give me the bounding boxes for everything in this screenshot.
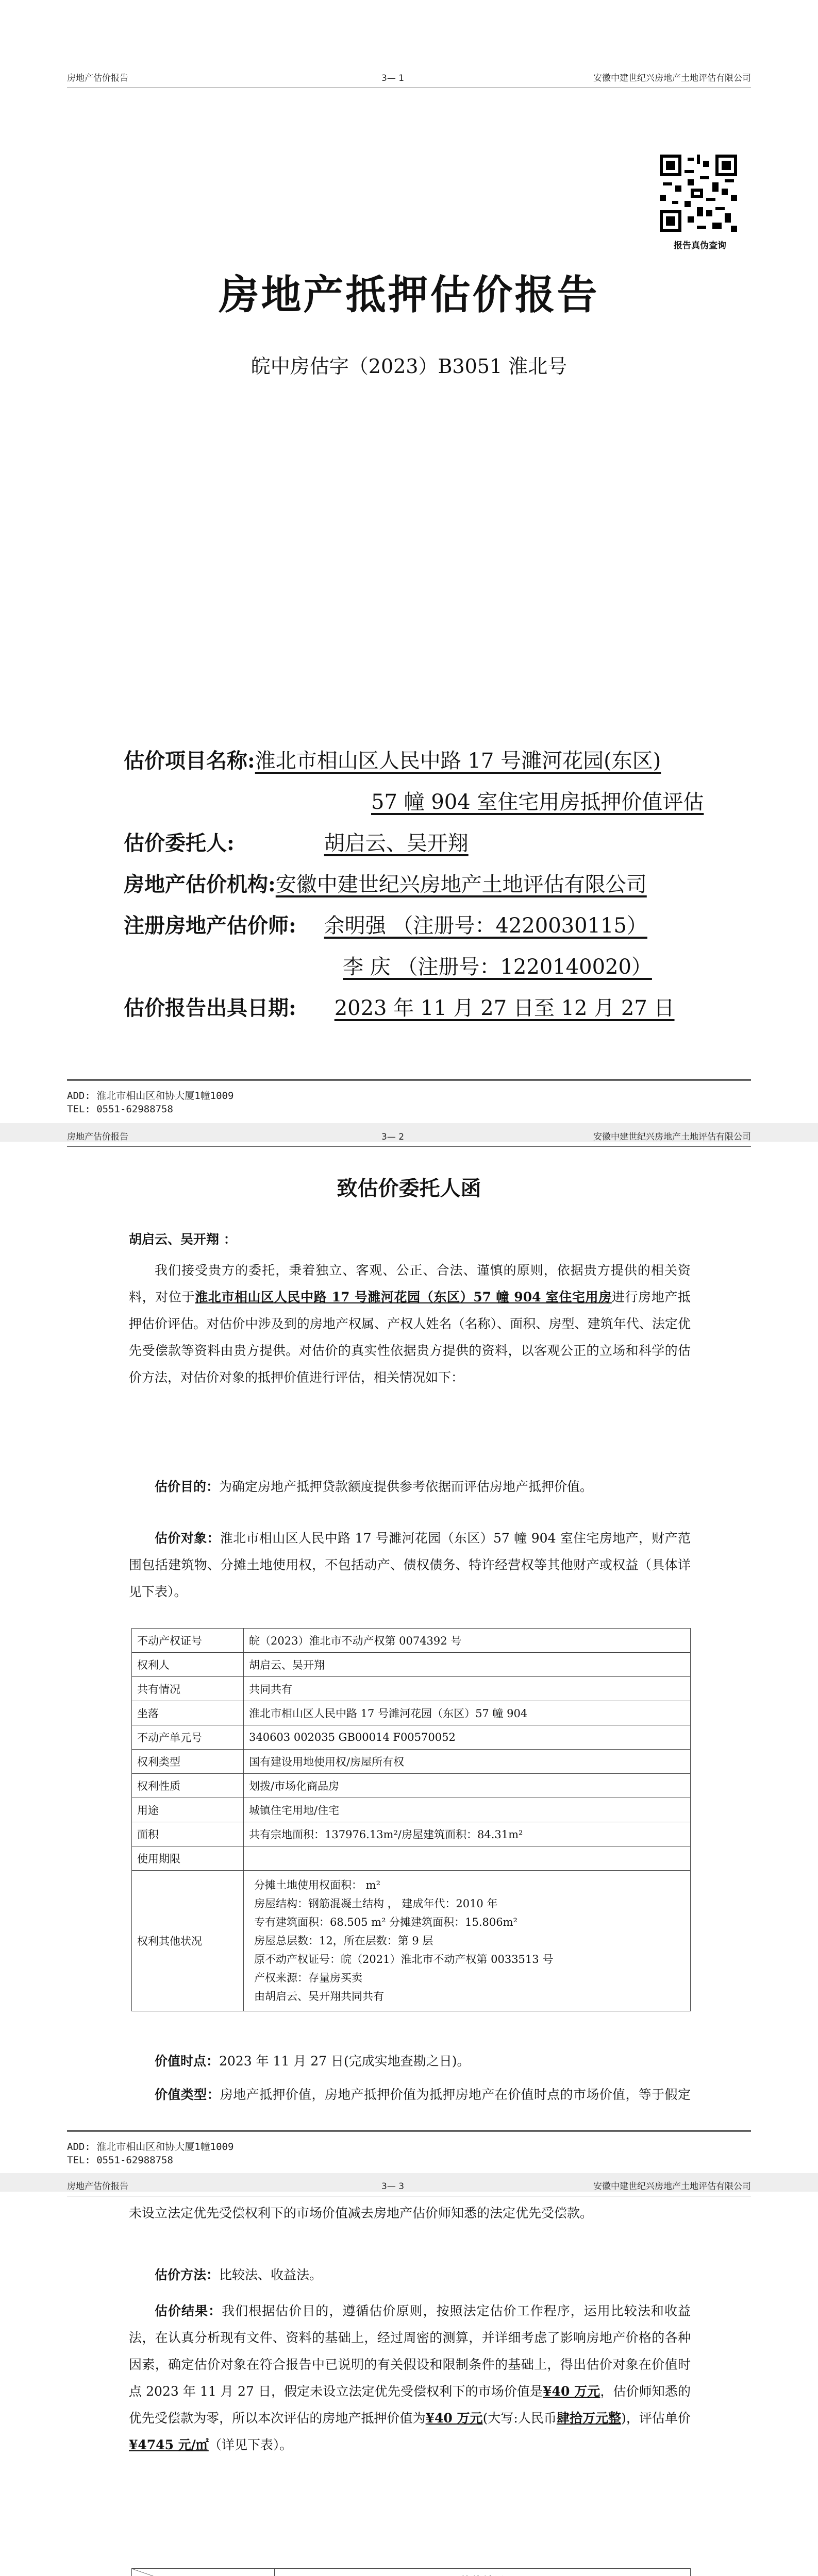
table-key: 共有情况: [132, 1677, 244, 1701]
agency-value: 安徽中建世纪兴房地产土地评估有限公司: [275, 873, 647, 896]
intro-part2: 进行房地产抵押估价评估。对估价中涉及到的房地产权属、产权人姓名（名称）、面积、房型、建筑年代、法定优先受偿款等资料由贵方提供。对估价的真实性依据贵方提供的资料，以客观公正的立场和科学的估价方法，对估价对象的抵押价值进行评估，相关情况如下：: [129, 1290, 691, 1385]
header-right: 安徽中建世纪兴房地产土地评估有限公司: [593, 1132, 751, 1142]
table-value: [244, 1871, 691, 2011]
table-value: 共同共有: [244, 1677, 691, 1701]
purpose-label: 估价目的：: [155, 1479, 220, 1494]
footer-address: ADD: 淮北市相山区和协大厦1幢1009: [67, 2141, 234, 2153]
table-value: 340603 002035 GB00014 F00570052: [244, 1725, 691, 1750]
project-label: 估价项目名称:: [124, 749, 255, 773]
value-date-text: 2023 年 11 月 27 日(完成实地查勘之日)。: [219, 2054, 470, 2069]
issue-date-value: 2023 年 11 月 27 日至 12 月 27 日: [334, 996, 675, 1020]
project-name-row2: [371, 786, 704, 815]
footer-tel: TEL: 0551-62988758: [67, 1104, 173, 1115]
table-row: [132, 1774, 691, 1798]
value-date-label: 价值时点：: [155, 2054, 220, 2069]
table-key: 面积: [132, 1822, 244, 1846]
intro-address: 淮北市相山区人民中路 17 号濉河花园（东区）57 幢 904 室住宅用房: [195, 1290, 612, 1304]
header-page-number: 3— 2: [381, 1132, 405, 1142]
footer-address: ADD: 淮北市相山区和协大厦1幢1009: [67, 1090, 234, 1101]
table-value: 划拨/市场化商品房: [244, 1774, 691, 1798]
letter-value-type-cont: [129, 2200, 691, 2253]
other-rights-line: 原不动产权证号：皖（2021）淮北市不动产权第 0033513 号: [254, 1953, 554, 1965]
footer-tel: TEL: 0551-62988758: [67, 2155, 173, 2166]
table-key: 坐落: [132, 1701, 244, 1725]
letter-purpose: [129, 1473, 691, 1500]
table-value: 皖（2023）淮北市不动产权第 0074392 号: [244, 1629, 691, 1653]
letter-object: [129, 1525, 691, 1605]
report-title: 房地产抵押估价报告: [219, 272, 599, 318]
method-label: 估价方法：: [155, 2267, 220, 2282]
result-text-i: （详见下表）。: [208, 2437, 293, 2452]
value-type-text: 房地产抵押价值，房地产抵押价值为抵押房地产在价值时点的市场价值，等于假定: [220, 2087, 691, 2102]
object-text: 淮北市相山区人民中路 17 号濉河花园（东区）57 幢 904 室住宅房地产，财产范围包括建筑物、分摊土地使用权，不包括动产、债权债务、特许经营权等其他财产或权益（具体详见下表）。: [129, 1531, 691, 1599]
letter-result: [129, 2298, 691, 2459]
table-key: 权利类型: [132, 1750, 244, 1774]
table-value: 国有建设用地使用权/房屋所有权: [244, 1750, 691, 1774]
value-type-label: 价值类型：: [155, 2087, 220, 2102]
project-name-row: [124, 744, 661, 774]
result-text-a: 我们根据估价目的，遵循估价原则，按照法定估价工作程序，运用比较法和收益法，在认真分析现有文件、资料的基础上，经过周密的测算，并详细考虑了影响房地产价格的各种因素，确定估价对象在符合报告中已说明的有关假设和限制条件的基础上，得出估价对象在价值时点 2023 年 11 月 27 日，假定未设立法定优先受偿权利下的市场价值是: [129, 2303, 691, 2399]
intro-part1: 我们接受贵方的委托，秉着独立、客观、公正、合法、谨慎的原则，依据贵方提供的相关资料，对位于: [129, 1263, 691, 1304]
page-footer: [67, 1079, 751, 1119]
page-header: [67, 1126, 751, 1147]
letter-value-type: [129, 2081, 691, 2108]
table-row: [132, 1798, 691, 1822]
issue-date-label: 估价报告出具日期:: [124, 996, 296, 1020]
property-table: [131, 1628, 691, 2011]
header-page-number: 3— 1: [381, 73, 405, 83]
appraiser-1: 余明强 （注册号：4220030115）: [324, 914, 647, 938]
table-key: 使用期限: [132, 1846, 244, 1871]
issue-date-row: [124, 992, 675, 1021]
result-upper-value: 肆拾万元整: [556, 2411, 622, 2426]
letter-value-date: [129, 2048, 691, 2075]
header-right: 安徽中建世纪兴房地产土地评估有限公司: [593, 2181, 751, 2192]
appraiser-row: [124, 909, 647, 939]
table-row: [132, 1871, 691, 2011]
agency-label: 房地产估价机构:: [124, 872, 276, 896]
table-value: 城镇住宅用地/住宅: [244, 1798, 691, 1822]
result-text-g: )，评估单价: [621, 2411, 691, 2426]
result-text-c: ，估价师知悉的优先受偿款为零，所以本次评估的房地产抵押价值为: [129, 2384, 691, 2426]
method-text: 比较法、收益法。: [219, 2267, 323, 2282]
table-row: [132, 1822, 691, 1846]
table-row: [132, 1725, 691, 1750]
qr-code-icon: [660, 155, 737, 232]
result-unit-price: ¥4745 元/㎡: [129, 2437, 209, 2452]
project-line1: 淮北市相山区人民中路 17 号濉河花园(东区): [255, 749, 661, 773]
table-value: 淮北市相山区人民中路 17 号濉河花园（东区）57 幢 904: [244, 1701, 691, 1725]
page-footer: [67, 2130, 751, 2170]
table-key: 权利性质: [132, 1774, 244, 1798]
report-number: 皖中房估字（2023）B3051 淮北号: [251, 355, 567, 378]
table-row: [132, 1677, 691, 1701]
table-row: [132, 1653, 691, 1677]
table-value: [244, 1846, 691, 1871]
result-text-e: (大写:人民币: [482, 2411, 557, 2426]
table-value: 胡启云、吴开翔: [244, 1653, 691, 1677]
value-type-text-cont: 未设立法定优先受偿权利下的市场价值减去房地产估价师知悉的法定优先受偿款。: [129, 2206, 593, 2221]
header-page-number: 3— 3: [381, 2181, 405, 2192]
page-header: [67, 67, 751, 88]
header-left: 房地产估价报告: [67, 1132, 128, 1142]
client-value: 胡启云、吴开翔: [324, 832, 469, 855]
client-label: 估价委托人:: [124, 831, 235, 855]
agency-row: [124, 868, 647, 897]
appraiser-label: 注册房地产估价师:: [124, 913, 296, 938]
other-rights-line: 由胡启云、吴开翔共同共有: [254, 1990, 384, 2003]
header-right: 安徽中建世纪兴房地产土地评估有限公司: [593, 73, 751, 83]
other-rights-line: 产权来源：存量房买卖: [254, 1972, 362, 1984]
table-key: 不动产单元号: [132, 1725, 244, 1750]
result-mortgage-value: ¥40 万元: [425, 2411, 483, 2426]
client-row: [124, 827, 469, 856]
other-rights-line: 房屋结构：钢筋混凝土结构 ， 建成年代：2010 年: [254, 1897, 498, 1910]
table-key: 权利其他状况: [132, 1871, 244, 2011]
result-header: [275, 2569, 691, 2576]
table-value: 共有宗地面积：137976.13m²/房屋建筑面积：84.31m²: [244, 1822, 691, 1846]
result-market-value: ¥40 万元: [543, 2384, 600, 2399]
table-row: [132, 1846, 691, 1871]
other-rights-line: 房屋总层数：12，所在层数：第 9 层: [254, 1935, 433, 1947]
table-row: [132, 1750, 691, 1774]
diagonal-line: [132, 2569, 274, 2576]
header-left: 房地产估价报告: [67, 2181, 128, 2192]
result-table-corner: [132, 2569, 275, 2576]
result-label: 估价结果：: [155, 2303, 222, 2318]
project-line2: 57 幢 904 室住宅用房抵押价值评估: [371, 790, 704, 814]
table-key: 用途: [132, 1798, 244, 1822]
letter-title: 致估价委托人函: [337, 1176, 481, 1200]
table-key: 不动产权证号: [132, 1629, 244, 1653]
appraiser-row2: [343, 951, 652, 980]
appraiser-2: 李 庆 （注册号：1220140020）: [343, 955, 652, 979]
object-label: 估价对象：: [155, 1531, 220, 1546]
letter-addressee: [129, 1226, 691, 1253]
purpose-text: 为确定房地产抵押贷款额度提供参考依据而评估房地产抵押价值。: [219, 1479, 593, 1494]
table-row: [132, 1701, 691, 1725]
qr-caption: 报告真伪查询: [674, 241, 726, 251]
letter-intro: [129, 1257, 691, 1391]
other-rights-line: 分摊土地使用权面积： m²: [254, 1879, 381, 1891]
table-key: 权利人: [132, 1653, 244, 1677]
other-rights-line: 专有建筑面积：68.505 m² 分摊建筑面积：15.806m²: [254, 1916, 517, 1928]
letter-method: [129, 2262, 691, 2289]
header-left: 房地产估价报告: [67, 73, 128, 83]
result-table: [131, 2568, 691, 2576]
table-row: [132, 1629, 691, 1653]
addressee-text: 胡启云、吴开翔 ：: [129, 1232, 237, 1247]
page-header: [67, 2175, 751, 2196]
